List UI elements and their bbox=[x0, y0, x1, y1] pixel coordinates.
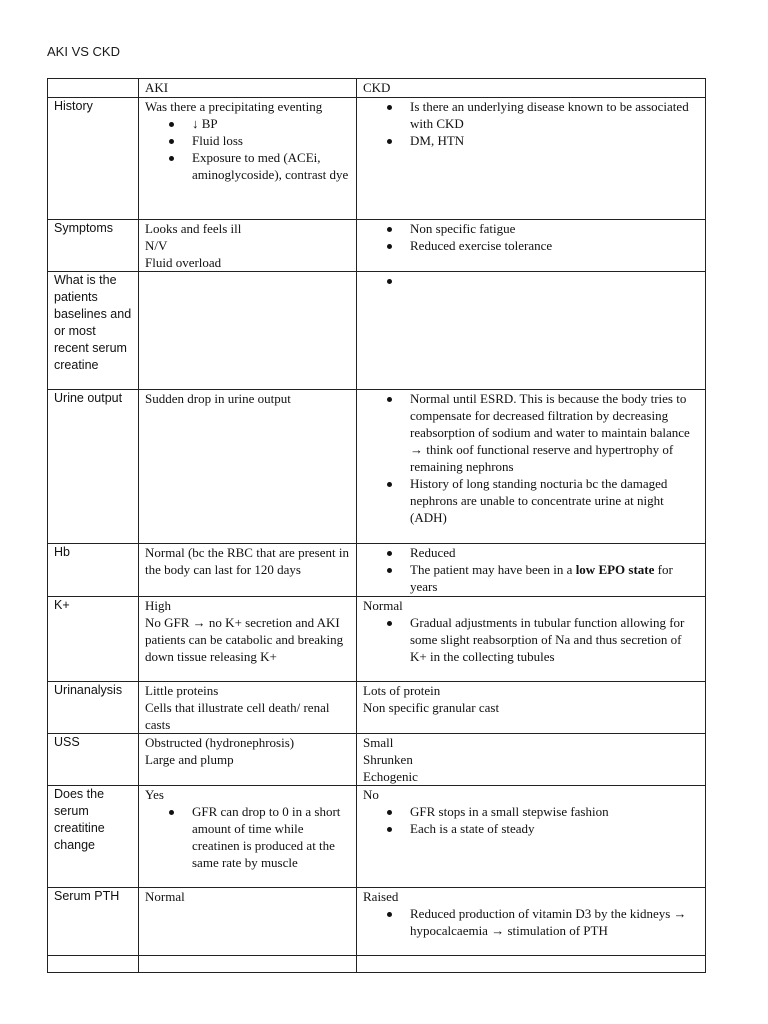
ckd-urinalysis-line: Lots of protein bbox=[363, 683, 441, 698]
aki-symptoms-line: Looks and feels ill bbox=[145, 221, 242, 236]
list-item: History of long standing nocturia bc the damaged nephrons are unable to concentrate urine at night (ADH) bbox=[410, 475, 700, 526]
aki-symptoms-line: N/V bbox=[145, 238, 168, 253]
aki-history-cell bbox=[139, 98, 357, 220]
ckd-uss-line: Small bbox=[363, 735, 394, 750]
row-label-urinalysis: Urinanalysis bbox=[48, 682, 139, 734]
ckd-pth-text: Raised bbox=[363, 889, 399, 904]
aki-history-list bbox=[145, 115, 351, 183]
row-creatinine bbox=[48, 786, 706, 888]
aki-uss-line: Obstructed (hydronephrosis) bbox=[145, 735, 295, 750]
aki-urinalysis-line: Little proteins bbox=[145, 683, 219, 698]
ckd-hb-cell bbox=[357, 544, 706, 597]
list-item: Reduced bbox=[410, 544, 700, 561]
ckd-symptoms-list bbox=[363, 220, 700, 254]
list-item: Is there an underlying disease known to be associated with CKD bbox=[410, 98, 700, 132]
aki-urinalysis-line: Cells that illustrate cell death/ renal casts bbox=[145, 700, 330, 732]
ckd-hb-text-bold: low EPO state bbox=[575, 562, 655, 577]
aki-k-line: High bbox=[145, 598, 171, 613]
ckd-baseline-cell bbox=[357, 272, 706, 390]
row-label-creatinine: Does the serum creatitine change bbox=[48, 786, 139, 888]
list-item: GFR stops in a small stepwise fashion bbox=[410, 803, 700, 820]
aki-pth-cell: Normal bbox=[139, 888, 357, 956]
row-k bbox=[48, 597, 706, 682]
row-label-pth: Serum PTH bbox=[48, 888, 139, 956]
aki-uss-cell bbox=[139, 734, 357, 786]
ckd-hb-text-pre: The patient may have been in a bbox=[410, 562, 576, 577]
list-item: DM, HTN bbox=[410, 132, 700, 149]
ckd-k-text: Normal bbox=[363, 598, 403, 613]
ckd-creatinine-list bbox=[363, 803, 700, 837]
row-history bbox=[48, 98, 706, 220]
list-item: GFR can drop to 0 in a short amount of time while creatinen is produced at the same rate by muscle bbox=[192, 803, 351, 871]
row-label-k: K+ bbox=[48, 597, 139, 682]
list-item bbox=[410, 561, 700, 595]
ckd-k-list bbox=[363, 614, 700, 665]
list-item: Exposure to med (ACEi, aminoglycoside), contrast dye bbox=[192, 149, 351, 183]
aki-creatinine-cell bbox=[139, 786, 357, 888]
list-item: Gradual adjustments in tubular function allowing for some slight reabsorption of Na and thus secretion of K+ in the collecting tubules bbox=[410, 614, 700, 665]
row-urinalysis bbox=[48, 682, 706, 734]
row-uss bbox=[48, 734, 706, 786]
aki-hb-cell: Normal (bc the RBC that are present in the body can last for 120 days bbox=[139, 544, 357, 597]
ckd-uss-line: Echogenic bbox=[363, 769, 418, 784]
aki-creatinine-text: Yes bbox=[145, 787, 164, 802]
row-label-hb: Hb bbox=[48, 544, 139, 597]
comparison-table bbox=[47, 78, 706, 973]
ckd-k-cell bbox=[357, 597, 706, 682]
ckd-urinalysis-line: Non specific granular cast bbox=[363, 700, 500, 715]
row-baseline bbox=[48, 272, 706, 390]
list-item: Reduced exercise tolerance bbox=[410, 237, 700, 254]
row-label-uss: USS bbox=[48, 734, 139, 786]
ckd-uss-line: Shrunken bbox=[363, 752, 413, 767]
aki-symptoms-line: Fluid overload bbox=[145, 255, 222, 270]
empty-cell bbox=[357, 956, 706, 973]
ckd-hb-text-post: for years bbox=[410, 562, 673, 594]
header-ckd: CKD bbox=[357, 79, 706, 98]
aki-k-cell bbox=[139, 597, 357, 682]
row-label-urine-output: Urine output bbox=[48, 390, 139, 544]
ckd-uss-cell bbox=[357, 734, 706, 786]
ckd-urine-list bbox=[363, 390, 700, 526]
aki-urinalysis-cell bbox=[139, 682, 357, 734]
aki-symptoms-cell bbox=[139, 220, 357, 272]
header-aki: AKI bbox=[139, 79, 357, 98]
row-label-baseline: What is the patients baselines and or most recent serum creatine bbox=[48, 272, 139, 390]
row-label-history: History bbox=[48, 98, 139, 220]
header-blank-cell bbox=[48, 79, 139, 98]
row-hb bbox=[48, 544, 706, 597]
list-item: Normal until ESRD. This is because the body tries to compensate for decreased filtration by decreasing reabsorption of sodium and water to maintain balance → think oof functional reserve and hypertrophy of remaining nephrons bbox=[410, 390, 700, 475]
ckd-urinalysis-cell bbox=[357, 682, 706, 734]
list-item: Fluid loss bbox=[192, 132, 351, 149]
row-urine-output bbox=[48, 390, 706, 544]
row-label-symptoms: Symptoms bbox=[48, 220, 139, 272]
list-item: Reduced production of vitamin D3 by the kidneys → hypocalcaemia → stimulation of PTH bbox=[410, 905, 700, 939]
row-symptoms bbox=[48, 220, 706, 272]
aki-creatinine-list bbox=[145, 803, 351, 871]
aki-baseline-cell bbox=[139, 272, 357, 390]
aki-k-line: No GFR → no K+ secretion and AKI patients can be catabolic and breaking down tissue releasing K+ bbox=[145, 615, 344, 664]
ckd-symptoms-cell bbox=[357, 220, 706, 272]
document-title: AKI VS CKD bbox=[47, 44, 120, 59]
row-empty bbox=[48, 956, 706, 973]
empty-cell bbox=[48, 956, 139, 973]
aki-history-text: Was there a precipitating eventing bbox=[145, 99, 323, 114]
ckd-creatinine-cell bbox=[357, 786, 706, 888]
ckd-pth-cell bbox=[357, 888, 706, 956]
aki-urine-cell: Sudden drop in urine output bbox=[139, 390, 357, 544]
list-item: Each is a state of steady bbox=[410, 820, 700, 837]
ckd-urine-cell bbox=[357, 390, 706, 544]
row-pth bbox=[48, 888, 706, 956]
ckd-history-cell bbox=[357, 98, 706, 220]
ckd-hb-list bbox=[363, 544, 700, 595]
list-item: ↓ BP bbox=[192, 115, 351, 132]
header-row bbox=[48, 79, 706, 98]
ckd-pth-list bbox=[363, 905, 700, 939]
aki-uss-line: Large and plump bbox=[145, 752, 234, 767]
ckd-history-list bbox=[363, 98, 700, 149]
ckd-creatinine-text: No bbox=[363, 787, 379, 802]
empty-cell bbox=[139, 956, 357, 973]
list-item: Non specific fatigue bbox=[410, 220, 700, 237]
